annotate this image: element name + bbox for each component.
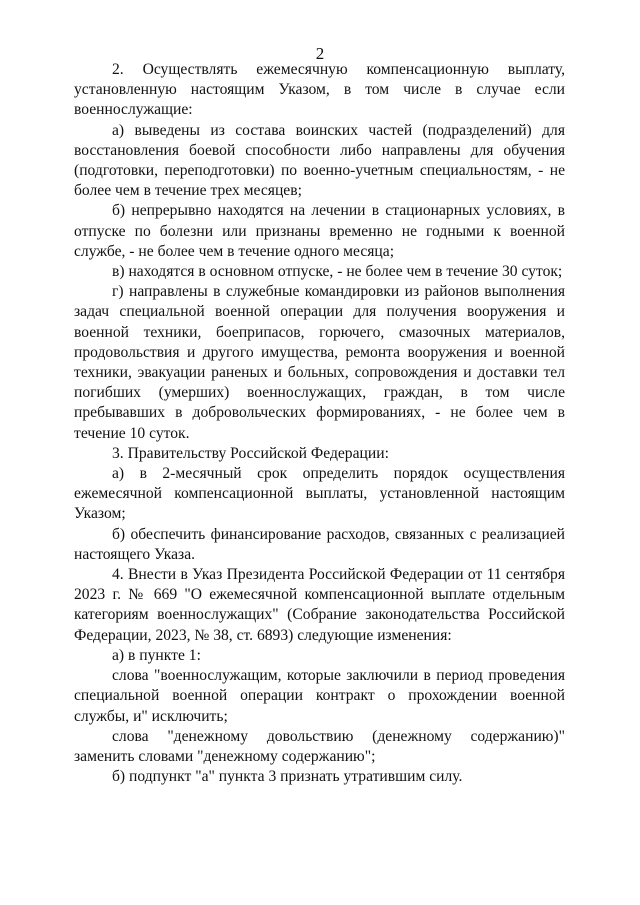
paragraph-2v: в) находятся в основном отпуске, - не более чем в течение 30 суток; bbox=[112, 263, 563, 281]
paragraph-4a-words-2: слова "денежному довольствию (денежному содержанию)" заменить словами "денежному содержанию"; bbox=[74, 727, 565, 765]
paragraph-4a-words-1: слова "военнослужащим, которые заключили в период проведения специальной военной операции контракт о прохождении военной службы, и" исключить; bbox=[74, 667, 565, 725]
paragraph-2: 2. Осуществлять ежемесячную компенсационную выплату, установленную настоящим Указом, в том числе в случае если военнослужащие: bbox=[74, 61, 565, 119]
paragraph-3a: а) в 2-месячный срок определить порядок осуществления ежемесячной компенсационной выплаты, установленной настоящим Указом; bbox=[74, 465, 565, 523]
page-number: 2 bbox=[315, 44, 325, 63]
document-body bbox=[74, 60, 565, 787]
paragraph-4: 4. Внести в Указ Президента Российской Федерации от 11 сентября 2023 г. № 669 "О ежемесячной компенсационной выплате отдельным категориям военнослужащих" (Собрание законодательства Российской Федерации, 2023, № 38, ст. 6893) следующие изменения: bbox=[74, 566, 565, 644]
paragraph-4a: а) в пункте 1: bbox=[112, 646, 201, 664]
paragraph-3b: б) обеспечить финансирование расходов, связанных с реализацией настоящего Указа. bbox=[74, 525, 565, 563]
paragraph-2g: г) направлены в служебные командировки из районов выполнения задач специальной военной операции для получения вооружения и военной техники, боеприпасов, горючего, смазочных материалов, продовольствия и другого имущества, ремонта вооружения и военной техники, эвакуации раненых и больных, сопровождения и доставки тел погибших (умерших) военнослужащих, граждан, в том числе пребывавших в добровольческих формированиях, - не более чем в течение 10 суток. bbox=[74, 283, 565, 442]
paragraph-2b: б) непрерывно находятся на лечении в стационарных условиях, в отпуске по болезни или признаны временно не годными к военной службе, - не более чем в течение одного месяца; bbox=[74, 202, 565, 260]
paragraph-3: 3. Правительству Российской Федерации: bbox=[112, 444, 389, 462]
paragraph-4b: б) подпункт "а" пункта 3 признать утратившим силу. bbox=[112, 768, 463, 786]
paragraph-2a: а) выведены из состава воинских частей (подразделений) для восстановления боевой способности либо направлены для обучения (подготовки, переподготовки) по военно-учетным специальностям, - не более чем в течение трех месяцев; bbox=[74, 121, 565, 200]
